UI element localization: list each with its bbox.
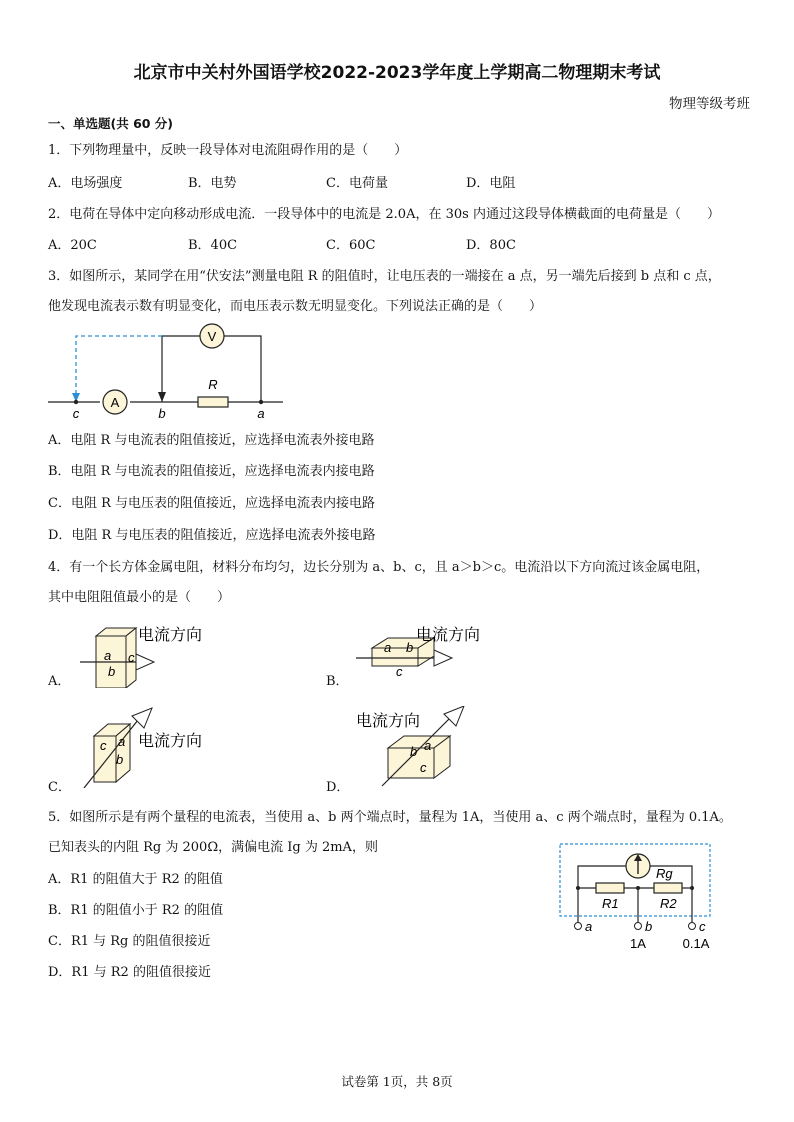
voltmeter-label: V: [207, 329, 217, 344]
q1-option-b: B．电势: [188, 176, 237, 191]
ammeter-symbol: [103, 390, 127, 414]
q5-stem-line2: 已知表头的内阻 Rg 为 200Ω，满偏电流 Ig 为 2mA，则: [48, 840, 378, 855]
terminal-a-label: a: [585, 919, 593, 934]
q3-option-b: B．电阻 R 与电流表的阻值接近，应选择电流表内接电路: [48, 464, 375, 479]
resistor-label: R: [208, 377, 218, 392]
q4-figure-b: [352, 618, 502, 680]
edge-label-b: b: [406, 640, 414, 655]
ammeter-label: A: [110, 395, 120, 410]
current-direction-label: 电流方向: [138, 627, 203, 644]
q5-option-b: B．R1 的阻值小于 R2 的阻值: [48, 903, 224, 918]
edge-label-a: a: [118, 734, 126, 749]
point-b-label: b: [158, 406, 166, 420]
r1-label: R1: [602, 896, 619, 911]
q5-option-d: D．R1 与 R2 的阻值很接近: [48, 965, 211, 980]
rg-label: Rg: [656, 866, 673, 881]
edge-label-c: c: [420, 760, 427, 775]
point-c-label: c: [72, 406, 80, 420]
current-direction-label: 电流方向: [138, 733, 203, 750]
edge-label-a: a: [104, 648, 112, 663]
q3-circuit-figure: [40, 318, 300, 420]
q5-option-a: A．R1 的阻值大于 R2 的阻值: [48, 872, 223, 887]
q4-option-b: B．: [326, 674, 349, 689]
q4-option-d: D．: [326, 780, 350, 795]
edge-label-b: b: [410, 744, 418, 759]
point-a-label: a: [257, 406, 265, 420]
r1-resistor: [596, 883, 624, 893]
edge-label-b: b: [108, 664, 116, 679]
terminal-b-label: b: [645, 919, 653, 934]
q2-option-a: A．20C: [48, 238, 97, 253]
q4-figure-d: [352, 706, 502, 788]
q3-option-c: C．电阻 R 与电压表的阻值接近，应选择电流表内接电路: [48, 496, 375, 511]
q2-option-d: D．80C: [466, 238, 516, 253]
q4-stem-line1: 4．有一个长方体金属电阻，材料分布均匀，边长分别为 a、b、c，且 a＞b＞c。电流沿以下方向流过该金属电阻，: [48, 560, 710, 575]
resistor-symbol: [198, 397, 228, 407]
exam-title: 北京市中关村外国语学校2022-2023学年度上学期高二物理期末考试: [133, 63, 661, 83]
q1-option-a: A．电场强度: [48, 176, 123, 191]
q4-option-c: C．: [48, 780, 71, 795]
section-heading: 一、单选题(共 60 分): [48, 116, 174, 131]
q4-stem-line2: 其中电阻阻值最小的是（ ）: [48, 590, 231, 605]
q3-option-d: D．电阻 R 与电压表的阻值接近，应选择电流表外接电路: [48, 528, 376, 543]
q2-option-b: B．40C: [188, 238, 238, 253]
edge-label-a: a: [424, 738, 432, 753]
q5-stem-line1: 5．如图所示是有两个量程的电流表，当使用 a、b 两个端点时，量程为 1A，当使用 a、c 两个端点时，量程为 0.1A。: [48, 810, 732, 825]
q5-option-c: C．R1 与 Rg 的阻值很接近: [48, 934, 211, 949]
q4-figure-c: [76, 706, 226, 788]
range-b-label: 1A: [630, 936, 646, 951]
edge-label-a: a: [384, 640, 392, 655]
voltmeter-symbol: [200, 324, 224, 348]
q2-option-c: C．60C: [326, 238, 376, 253]
r2-label: R2: [660, 896, 677, 911]
q4-option-a: A．: [48, 674, 71, 689]
current-direction-label: 电流方向: [356, 713, 421, 730]
edge-label-c: c: [396, 664, 403, 679]
q5-ammeter-circuit-figure: [556, 840, 736, 956]
current-direction-label: 电流方向: [416, 627, 481, 644]
edge-label-c: c: [128, 650, 135, 665]
range-c-label: 0.1A: [682, 936, 710, 951]
q4-figure-a: [76, 618, 226, 688]
q1-option-c: C．电荷量: [326, 176, 388, 191]
q3-option-a: A．电阻 R 与电流表的阻值接近，应选择电流表外接电路: [48, 433, 375, 448]
q3-stem-line2: 他发现电流表示数有明显变化，而电压表示数无明显变化。下列说法正确的是（ ）: [48, 299, 543, 314]
q2-stem: 2．电荷在导体中定向移动形成电流．一段导体中的电流是 2.0A，在 30s 内通过这段导体横截面的电荷量是（ ）: [48, 207, 720, 222]
edge-label-c: c: [100, 738, 107, 753]
page-footer: 试卷第 1页，共 8页: [341, 1074, 453, 1089]
terminal-c-label: c: [699, 919, 706, 934]
edge-label-b: b: [116, 752, 124, 767]
q1-option-d: D．电阻: [466, 176, 516, 191]
q1-stem: 1．下列物理量中，反映一段导体对电流阻碍作用的是（ ）: [48, 143, 408, 158]
exam-subtitle: 物理等级考班: [669, 96, 750, 112]
r2-resistor: [654, 883, 682, 893]
q3-stem-line1: 3．如图所示，某同学在用“伏安法”测量电阻 R 的阻值时，让电压表的一端接在 a 点，另一端先后接到 b 点和 c 点，: [48, 269, 721, 284]
galvanometer-symbol: [626, 854, 650, 878]
